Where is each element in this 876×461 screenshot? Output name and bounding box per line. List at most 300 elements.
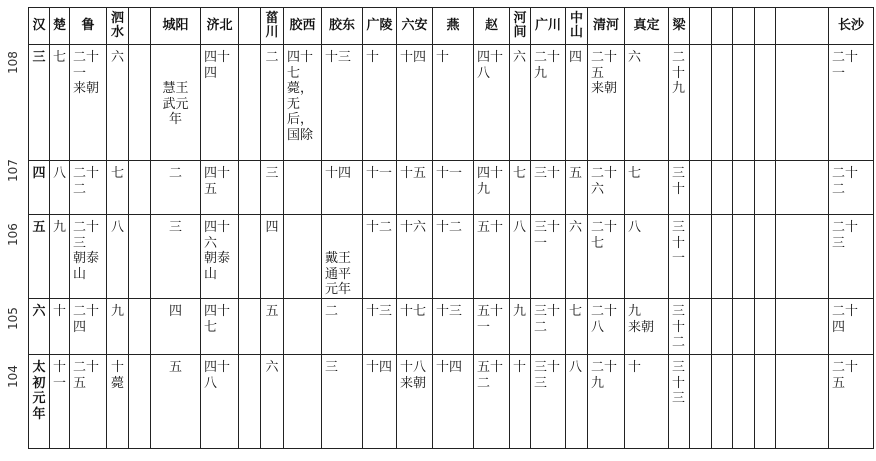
table-cell [363, 299, 397, 355]
table-cell [322, 45, 363, 161]
year-label: 107 [6, 159, 20, 182]
table-cell [433, 299, 474, 355]
table-cell [510, 355, 531, 449]
cell-text: 四十 八 [477, 50, 504, 81]
cell-text [129, 215, 150, 220]
cell-text: 四十 九 [477, 166, 504, 197]
cell-text: 二十 六 [591, 166, 618, 197]
cell-text [239, 45, 260, 50]
table-cell [474, 215, 510, 299]
cell-text: 二十 一 [832, 50, 859, 81]
table-cell [776, 161, 829, 215]
cell-text: 三 十 三 [672, 360, 686, 406]
cell-text: 十一 [366, 166, 393, 181]
table-cell [712, 215, 733, 299]
cell-text: 二十 三 [832, 220, 859, 251]
table-cell [588, 299, 625, 355]
cell-text: 九 来朝 [628, 304, 655, 335]
cell-text: 十三 [366, 304, 393, 319]
table-cell [284, 355, 322, 449]
table-cell [755, 215, 776, 299]
year-row [29, 215, 874, 299]
cell-text: 四十 六 朝泰 山 [204, 220, 231, 282]
cell-text: 四 [168, 304, 182, 319]
column-header: 胶东 [322, 8, 363, 45]
column-header: 长沙 [829, 8, 874, 45]
cell-text: 十三 [436, 304, 463, 319]
table-cell [129, 355, 151, 449]
table-cell [733, 161, 755, 215]
table-cell [70, 215, 107, 299]
cell-text: 二十 九 [591, 360, 618, 391]
table-cell [363, 161, 397, 215]
table-cell [433, 355, 474, 449]
table-cell [397, 299, 433, 355]
table-cell [29, 161, 50, 215]
table-cell [690, 45, 712, 161]
table-cell [239, 161, 261, 215]
table-cell [588, 355, 625, 449]
table-cell [284, 45, 322, 161]
cell-text [239, 161, 260, 166]
table-cell [50, 45, 70, 161]
table-cell [70, 161, 107, 215]
column-header: 广川 [531, 8, 566, 45]
table-cell [829, 215, 874, 299]
table-cell [690, 161, 712, 215]
cell-text [733, 45, 754, 50]
cell-text [755, 299, 775, 304]
cell-text: 十八 来朝 [400, 360, 427, 391]
cell-text [776, 215, 828, 220]
cell-text [284, 299, 321, 304]
year-label: 106 [6, 223, 20, 246]
table-cell [474, 45, 510, 161]
table-cell [129, 215, 151, 299]
table-cell [70, 45, 107, 161]
table-cell [70, 299, 107, 355]
cell-text [129, 161, 150, 166]
cell-text [712, 215, 732, 220]
table-cell [151, 355, 201, 449]
year-label: 105 [6, 307, 20, 330]
table-cell [733, 299, 755, 355]
table-cell [284, 215, 322, 299]
cell-text: 五 [168, 360, 182, 375]
table-cell [107, 215, 129, 299]
column-header: 梁 [669, 8, 690, 45]
cell-text [239, 215, 260, 220]
cell-text: 二十 八 [591, 304, 618, 335]
cell-text: 五十 二 [477, 360, 504, 391]
cell-text: 四十 四 [204, 50, 231, 81]
column-header: 河 间 [510, 8, 531, 45]
cell-text [239, 355, 260, 360]
table-cell [107, 299, 129, 355]
table-cell [625, 161, 669, 215]
table-cell [322, 299, 363, 355]
cell-text: 三 [32, 50, 46, 65]
cell-text: 四十 七 [204, 304, 231, 335]
table-cell [669, 215, 690, 299]
table-cell [201, 161, 239, 215]
cell-text: 十四 [366, 360, 393, 375]
cell-text: 三十 二 [534, 304, 561, 335]
year-margin [0, 0, 28, 461]
cell-text: 二十 五 来朝 [591, 50, 618, 96]
table-cell [829, 161, 874, 215]
table-cell [712, 355, 733, 449]
cell-text [284, 355, 321, 360]
cell-text: 三十 一 [534, 220, 561, 251]
column-header [776, 8, 829, 45]
table-cell [151, 215, 201, 299]
cell-text: 三十 [534, 166, 561, 181]
vassal-chronology-table [28, 7, 874, 449]
column-header: 鲁 [70, 8, 107, 45]
cell-text: 三 十 二 [672, 304, 686, 350]
column-header [712, 8, 733, 45]
cell-text: 六 [32, 304, 46, 319]
cell-text [690, 355, 711, 360]
table-cell [531, 215, 566, 299]
table-cell [50, 355, 70, 449]
table-cell [531, 45, 566, 161]
column-header [733, 8, 755, 45]
table-cell [712, 161, 733, 215]
cell-text: 五 [265, 304, 279, 319]
table-cell [397, 161, 433, 215]
cell-text [776, 161, 828, 166]
cell-text: 二十 四 [832, 304, 859, 335]
cell-text: 十三 [325, 50, 352, 65]
table-cell [239, 45, 261, 161]
cell-text: 八 [628, 220, 642, 235]
table-cell [733, 215, 755, 299]
table-cell [474, 161, 510, 215]
table-cell [433, 215, 474, 299]
column-header: 汉 [29, 8, 50, 45]
table-cell [284, 299, 322, 355]
cell-text: 十六 [400, 220, 427, 235]
table-cell [151, 45, 201, 161]
table-cell [29, 45, 50, 161]
cell-text [776, 45, 828, 50]
cell-text [690, 45, 711, 50]
table-cell [107, 355, 129, 449]
table-cell [261, 299, 284, 355]
table-cell [755, 355, 776, 449]
table-cell [690, 215, 712, 299]
cell-text [776, 355, 828, 360]
cell-text: 二十 七 [591, 220, 618, 251]
table-cell [510, 215, 531, 299]
table-cell [755, 161, 776, 215]
table-cell [433, 161, 474, 215]
table-cell [690, 355, 712, 449]
cell-text: 四十 八 [204, 360, 231, 391]
column-header: 广陵 [363, 8, 397, 45]
cell-text: 四 [569, 50, 583, 65]
table-cell [566, 215, 588, 299]
table-cell [690, 299, 712, 355]
table-cell [829, 299, 874, 355]
table-cell [588, 45, 625, 161]
cell-text [129, 299, 150, 304]
table-cell [566, 355, 588, 449]
column-header: 清河 [588, 8, 625, 45]
cell-text: 二 [265, 50, 279, 65]
cell-text: 十 一 [52, 360, 66, 391]
column-header [239, 8, 261, 45]
year-label: 104 [6, 365, 20, 388]
column-header: 菑 川 [261, 8, 284, 45]
table-cell [531, 299, 566, 355]
table-cell [70, 355, 107, 449]
cell-text: 十四 [436, 360, 463, 375]
cell-text: 十四 [325, 166, 352, 181]
cell-text: 五十 [477, 220, 504, 235]
cell-text: 二十 四 [73, 304, 100, 335]
cell-text [712, 299, 732, 304]
cell-text: 六 [513, 50, 527, 65]
table-cell [829, 355, 874, 449]
table-cell [363, 355, 397, 449]
cell-text: 七 [513, 166, 527, 181]
table-cell [776, 299, 829, 355]
cell-text [733, 355, 754, 360]
table-cell [669, 299, 690, 355]
cell-text [712, 355, 732, 360]
cell-text [776, 299, 828, 304]
cell-text: 四十 五 [204, 166, 231, 197]
cell-text: 八 [110, 220, 124, 235]
table-cell [239, 299, 261, 355]
cell-text: 五 [569, 166, 583, 181]
cell-text: 十四 [400, 50, 427, 65]
table-cell [712, 299, 733, 355]
table-cell [50, 161, 70, 215]
cell-text: 十 薨 [110, 360, 124, 391]
cell-text: 二十 二 [73, 166, 100, 197]
table-cell [129, 299, 151, 355]
table-cell [151, 161, 201, 215]
cell-text: 六 [110, 50, 124, 65]
cell-text [690, 161, 711, 166]
cell-text: 太 初 元 年 [32, 360, 46, 422]
cell-text: 三 [325, 360, 339, 375]
cell-text: 三 十 [672, 166, 686, 197]
table-cell [129, 45, 151, 161]
column-header: 泗 水 [107, 8, 129, 45]
table-cell [322, 355, 363, 449]
table-cell [566, 299, 588, 355]
year-row [29, 355, 874, 449]
cell-text [284, 215, 321, 220]
table-cell [625, 299, 669, 355]
table-cell [50, 215, 70, 299]
cell-text [129, 45, 150, 50]
cell-text [733, 299, 754, 304]
table-cell [129, 161, 151, 215]
cell-text [690, 299, 711, 304]
table-cell [510, 299, 531, 355]
year-row [29, 45, 874, 161]
table-cell [29, 215, 50, 299]
cell-text: 八 [513, 220, 527, 235]
table-cell [261, 45, 284, 161]
cell-text: 五 [32, 220, 46, 235]
table-cell [261, 215, 284, 299]
cell-text: 二十 二 [832, 166, 859, 197]
table-cell [261, 161, 284, 215]
cell-text: 九 [52, 220, 66, 235]
cell-text [755, 215, 775, 220]
table-cell [566, 161, 588, 215]
table-cell [29, 355, 50, 449]
cell-text: 三 [168, 220, 182, 235]
table-cell [733, 355, 755, 449]
cell-text: 二十 九 [534, 50, 561, 81]
table-cell [201, 299, 239, 355]
header-row [29, 8, 874, 45]
cell-text: 十一 [436, 166, 463, 181]
table-cell [363, 45, 397, 161]
column-header: 中 山 [566, 8, 588, 45]
cell-text: 十 [436, 50, 450, 65]
table-cell [669, 45, 690, 161]
cell-text [733, 161, 754, 166]
cell-text: 十 [366, 50, 380, 65]
cell-text: 九 [513, 304, 527, 319]
table-cell [201, 215, 239, 299]
table-cell [284, 161, 322, 215]
table-cell [151, 299, 201, 355]
table-cell [322, 161, 363, 215]
cell-text: 九 [110, 304, 124, 319]
table-cell [474, 355, 510, 449]
cell-text: 四 [32, 166, 46, 181]
cell-text: 慧王 武元 年 [162, 81, 189, 127]
table-cell [239, 355, 261, 449]
cell-text: 二十 五 [832, 360, 859, 391]
table-cell [733, 45, 755, 161]
column-header [690, 8, 712, 45]
cell-text: 六 [265, 360, 279, 375]
table-cell [776, 45, 829, 161]
cell-text [755, 161, 775, 166]
table-cell [712, 45, 733, 161]
table-cell [474, 299, 510, 355]
cell-text: 八 [52, 166, 66, 181]
table-cell [510, 45, 531, 161]
cell-text: 六 [569, 220, 583, 235]
table-cell [261, 355, 284, 449]
table-cell [239, 215, 261, 299]
cell-text [239, 299, 260, 304]
year-row [29, 161, 874, 215]
cell-text: 七 [52, 50, 66, 65]
cell-text: 二十 五 [73, 360, 100, 391]
table-cell [322, 215, 363, 299]
cell-text: 五十 一 [477, 304, 504, 335]
cell-text [712, 161, 732, 166]
cell-text: 四十 七 薨， 无后， 国除 [287, 50, 314, 143]
cell-text: 戴王 通平 元年 [325, 251, 352, 297]
column-header: 楚 [50, 8, 70, 45]
cell-text [284, 161, 321, 166]
table-cell [531, 355, 566, 449]
table-cell [201, 355, 239, 449]
cell-text [733, 215, 754, 220]
cell-text: 三 [265, 166, 279, 181]
column-header: 城阳 [151, 8, 201, 45]
table-cell [669, 355, 690, 449]
cell-text: 十 [52, 304, 66, 319]
table-cell [625, 215, 669, 299]
column-header: 燕 [433, 8, 474, 45]
cell-text [690, 215, 711, 220]
cell-text: 七 [110, 166, 124, 181]
table-cell [588, 215, 625, 299]
table-cell [510, 161, 531, 215]
cell-text: 二十 三 朝泰 山 [73, 220, 100, 282]
cell-text: 二十 一 来朝 [73, 50, 100, 96]
table-cell [625, 355, 669, 449]
table-cell [50, 299, 70, 355]
cell-text: 二 [325, 304, 339, 319]
cell-text [129, 355, 150, 360]
table-cell [433, 45, 474, 161]
cell-text: 十 [513, 360, 527, 375]
table-cell [755, 45, 776, 161]
cell-text: 十 [628, 360, 642, 375]
cell-text [755, 355, 775, 360]
year-row [29, 299, 874, 355]
column-header [129, 8, 151, 45]
table-cell [397, 215, 433, 299]
cell-text: 四 [265, 220, 279, 235]
cell-text [712, 45, 732, 50]
cell-text: 七 [569, 304, 583, 319]
column-header: 六安 [397, 8, 433, 45]
cell-text: 二 [168, 166, 182, 181]
table-cell [397, 45, 433, 161]
column-header: 胶西 [284, 8, 322, 45]
cell-text: 十七 [400, 304, 427, 319]
cell-text: 二 十 九 [672, 50, 686, 96]
column-header: 赵 [474, 8, 510, 45]
table-cell [625, 45, 669, 161]
table-cell [107, 161, 129, 215]
column-header [755, 8, 776, 45]
table-cell [397, 355, 433, 449]
table-cell [776, 355, 829, 449]
cell-text: 十二 [366, 220, 393, 235]
cell-text [755, 45, 775, 50]
table-cell [829, 45, 874, 161]
table-cell [588, 161, 625, 215]
column-header: 济北 [201, 8, 239, 45]
table-cell [363, 215, 397, 299]
table-cell [201, 45, 239, 161]
cell-text: 六 [628, 50, 642, 65]
table-cell [107, 45, 129, 161]
table-cell [776, 215, 829, 299]
cell-text: 三 十 一 [672, 220, 686, 266]
table-cell [29, 299, 50, 355]
year-label: 108 [6, 51, 20, 74]
